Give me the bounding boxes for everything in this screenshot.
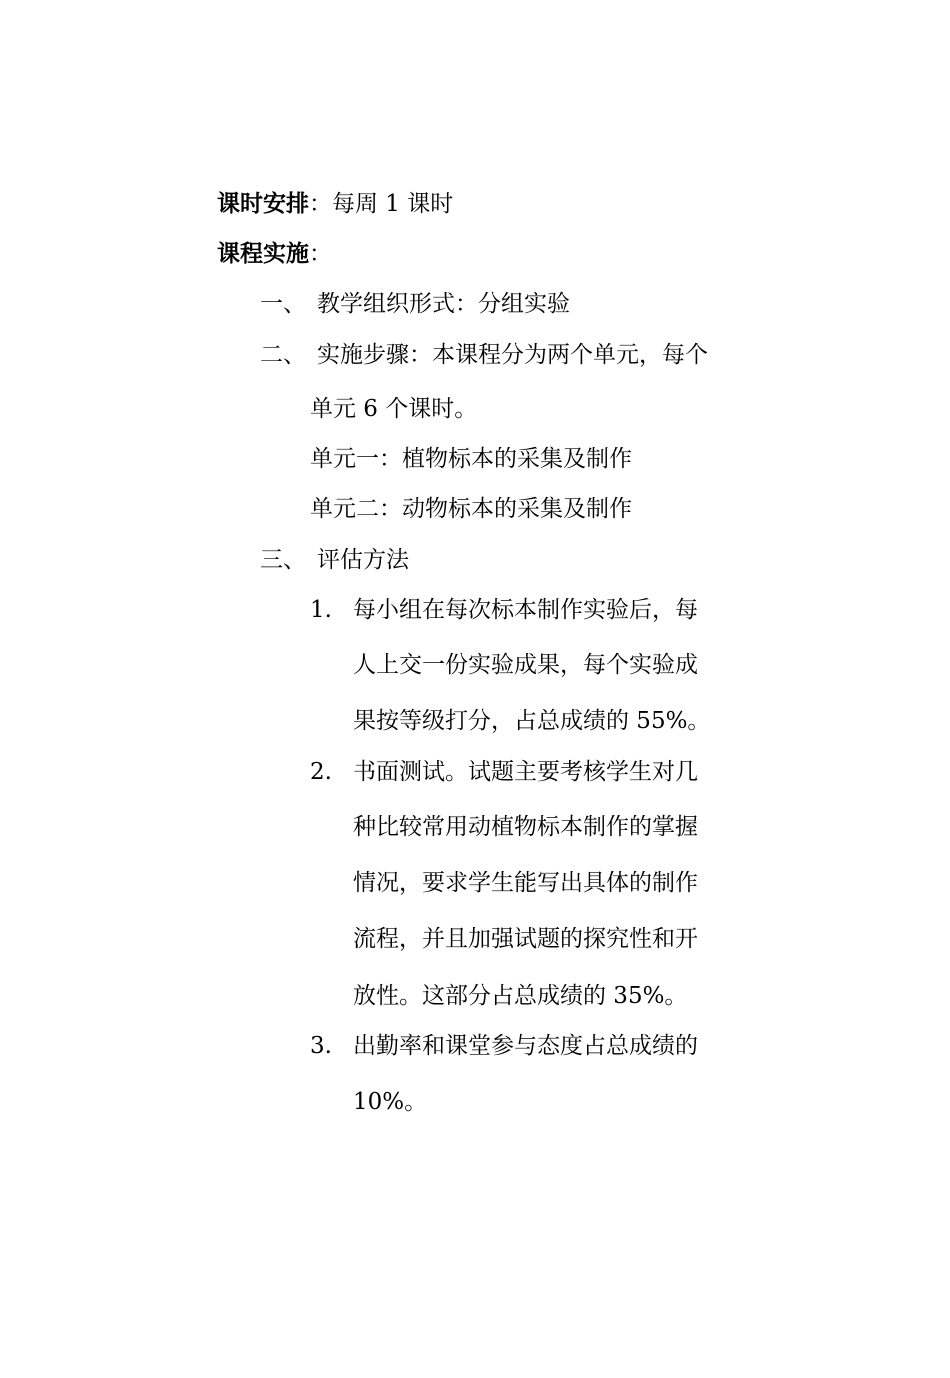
list-item-number: 3.: [310, 1033, 332, 1059]
schedule-value: 每周 1 课时: [332, 191, 454, 217]
section-text: 实施步骤：本课程分为两个单元，每个: [317, 342, 708, 368]
list-item-line: 种比较常用动植物标本制作的掌握: [353, 814, 698, 840]
list-item-line: 书面测试。试题主要考核学生对几: [353, 759, 698, 785]
list-item-line: 出勤率和课堂参与态度占总成绩的: [353, 1033, 698, 1059]
list-item-line: 人上交一份实验成果，每个实验成: [353, 652, 698, 678]
list-item-number: 2.: [310, 759, 332, 785]
unit-two-line: 单元二：动物标本的采集及制作: [310, 496, 632, 522]
implementation-label: 课程实施: [217, 241, 309, 267]
list-item-line: 10%。: [353, 1089, 428, 1115]
list-item-line: 情况，要求学生能写出具体的制作: [353, 870, 698, 896]
section-continuation: 单元 6 个课时。: [310, 396, 478, 422]
section-text: 教学组织形式：分组实验: [317, 291, 570, 317]
section-marker: 三、: [260, 547, 306, 573]
unit-one-line: 单元一：植物标本的采集及制作: [310, 446, 632, 472]
implementation-colon: ：: [309, 241, 332, 267]
list-item-line: 每小组在每次标本制作实验后，每: [353, 597, 698, 623]
schedule-label: 课时安排: [217, 191, 309, 217]
list-item-line: 果按等级打分，占总成绩的 55%。: [353, 708, 711, 734]
list-item-line: 流程，并且加强试题的探究性和开: [353, 926, 698, 952]
schedule-colon: ：: [309, 191, 332, 217]
section-text: 评估方法: [317, 547, 409, 573]
schedule-line: [217, 190, 453, 218]
implementation-heading: [217, 240, 332, 268]
list-item-number: 1.: [310, 597, 332, 623]
list-item-line: 放性。这部分占总成绩的 35%。: [353, 983, 688, 1009]
section-marker: 一、: [260, 291, 306, 317]
section-marker: 二、: [260, 342, 306, 368]
